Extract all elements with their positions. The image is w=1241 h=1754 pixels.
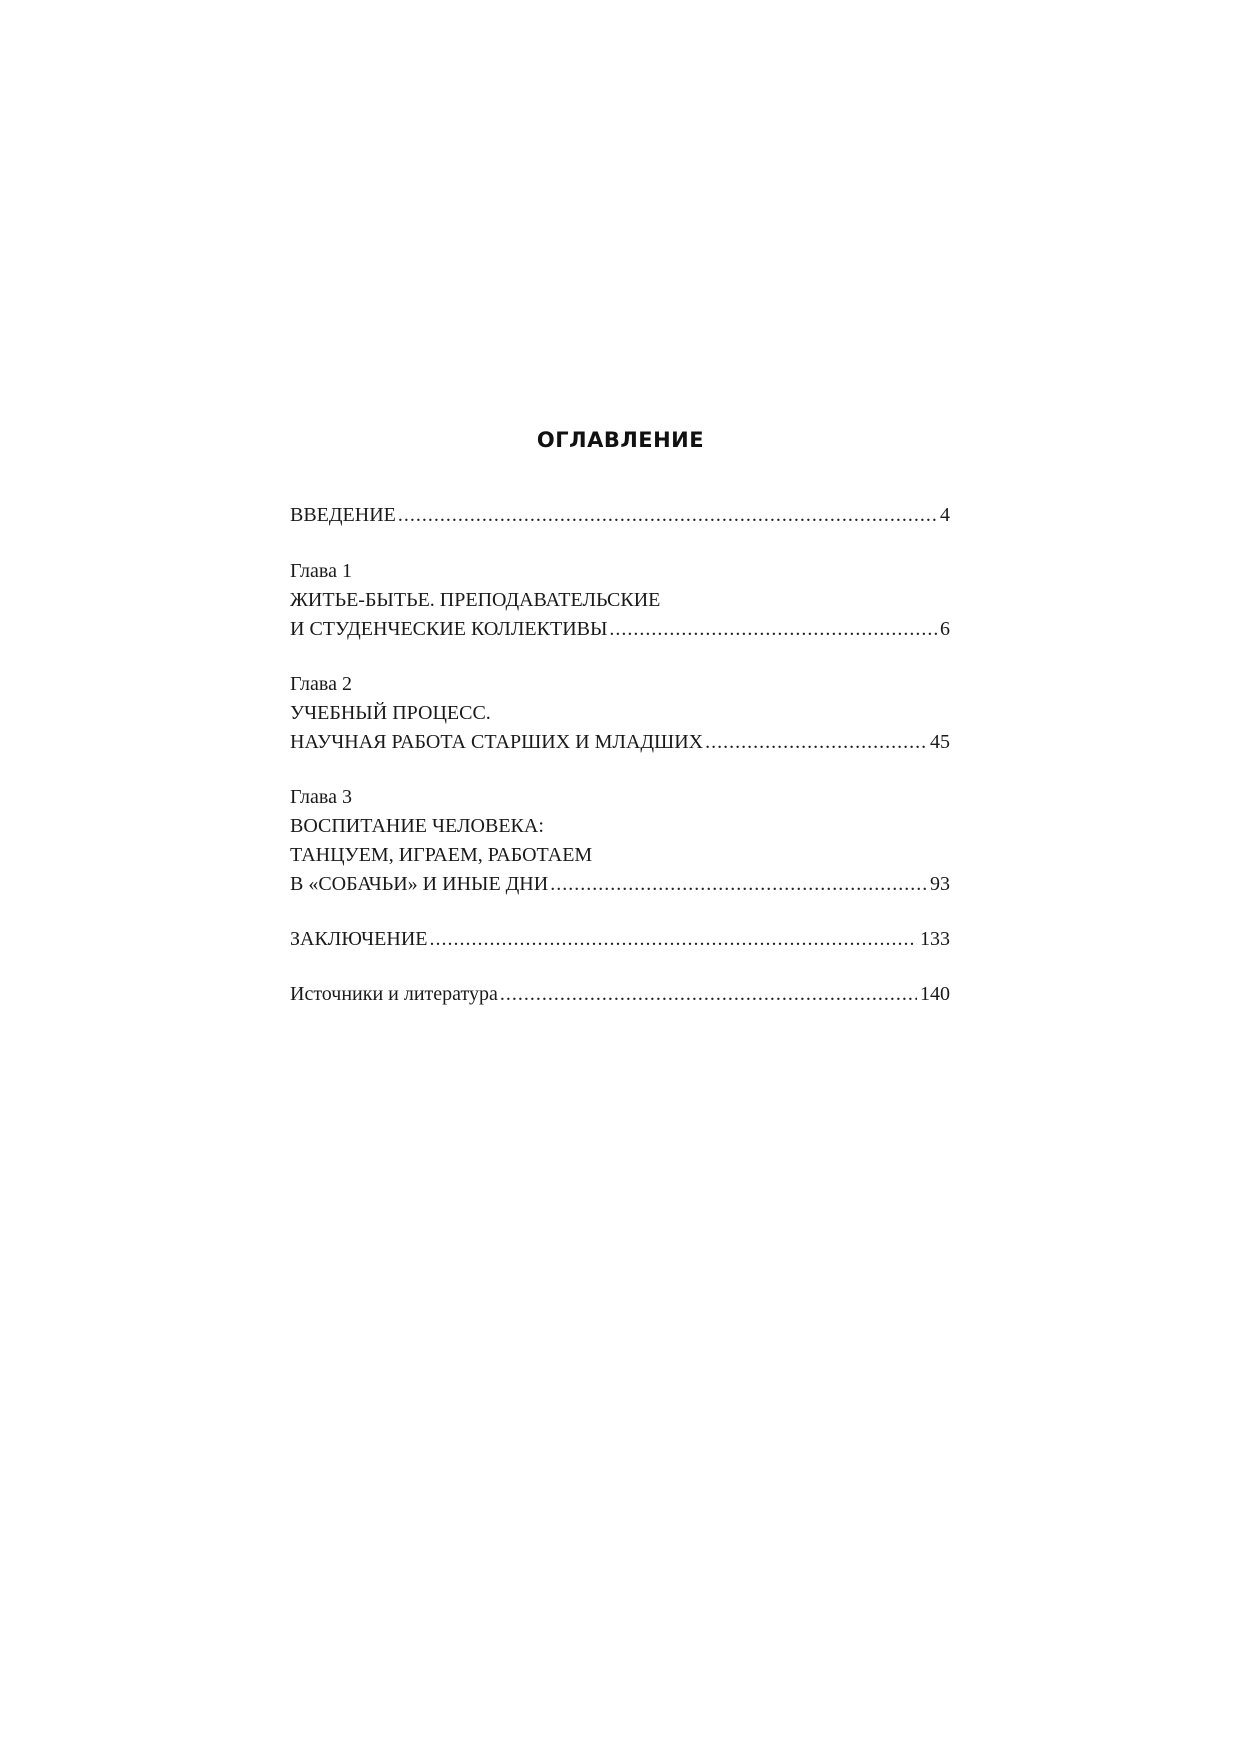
chapter-title-line: ТАНЦУЕМ, ИГРАЕМ, РАБОТАЕМ bbox=[290, 844, 593, 866]
toc-page-number: 6 bbox=[940, 618, 950, 640]
toc-entry-intro bbox=[290, 501, 950, 530]
dot-leader bbox=[398, 501, 937, 530]
toc-title: ОГЛАВЛЕНИЕ bbox=[536, 428, 705, 452]
toc-entry-conclusion bbox=[290, 925, 950, 954]
toc-entry-chapter-2 bbox=[290, 728, 950, 757]
toc-entry-title: Источники и литература bbox=[290, 983, 498, 1005]
chapter-label-2: Глава 2 bbox=[290, 673, 352, 695]
toc-entry-title: ВВЕДЕНИЕ bbox=[290, 504, 396, 526]
chapter-label-3: Глава 3 bbox=[290, 786, 352, 808]
dot-leader bbox=[609, 615, 937, 644]
toc-entry-chapter-3 bbox=[290, 870, 950, 899]
chapter-title-line: ВОСПИТАНИЕ ЧЕЛОВЕКА: bbox=[290, 815, 544, 837]
dot-leader bbox=[550, 870, 927, 899]
toc-page-number: 93 bbox=[930, 873, 950, 895]
toc-page-number: 140 bbox=[920, 983, 950, 1005]
toc-entry-title: ЗАКЛЮЧЕНИЕ bbox=[290, 928, 428, 950]
toc-entry-chapter-1 bbox=[290, 615, 950, 644]
dot-leader bbox=[500, 980, 917, 1009]
chapter-title-line: ЖИТЬЕ-БЫТЬЕ. ПРЕПОДАВАТЕЛЬСКИЕ bbox=[290, 589, 661, 611]
chapter-title-line: УЧЕБНЫЙ ПРОЦЕСС. bbox=[290, 702, 491, 724]
toc-page-number: 45 bbox=[930, 731, 950, 753]
dot-leader bbox=[429, 925, 917, 954]
chapter-title-line: В «СОБАЧЬИ» И ИНЫЕ ДНИ bbox=[290, 873, 549, 895]
chapter-label-1: Глава 1 bbox=[290, 560, 352, 582]
toc-page-number: 4 bbox=[940, 504, 950, 526]
toc-entry-sources bbox=[290, 980, 950, 1009]
chapter-title-line: НАУЧНАЯ РАБОТА СТАРШИХ И МЛАДШИХ bbox=[290, 731, 704, 753]
chapter-title-line: И СТУДЕНЧЕСКИЕ КОЛЛЕКТИВЫ bbox=[290, 618, 608, 640]
dot-leader bbox=[705, 728, 927, 757]
toc-page-number: 133 bbox=[920, 928, 950, 950]
